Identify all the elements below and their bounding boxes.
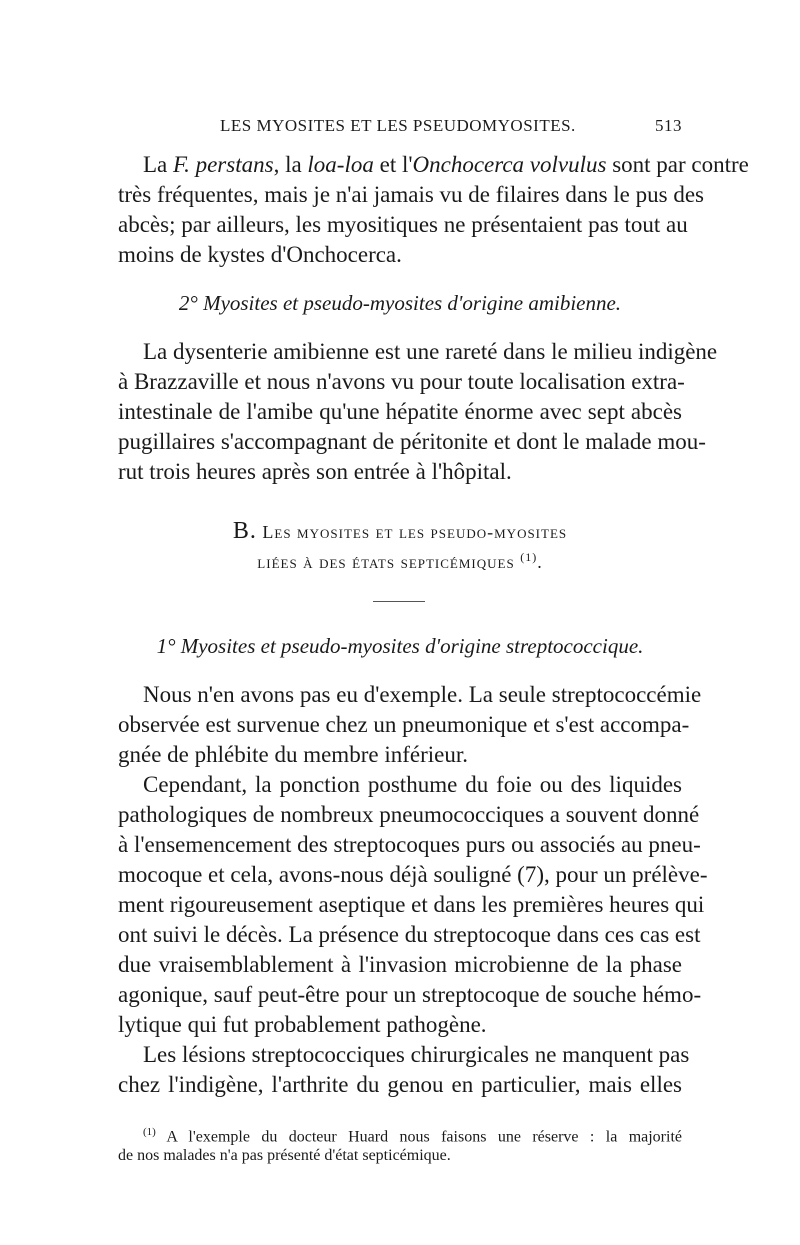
paragraph-line: La dysenterie amibienne est une rareté dans le milieu indigène	[143, 339, 718, 364]
paragraph-line: abcès; par ailleurs, les myositiques ne présentaient pas tout au	[118, 212, 688, 237]
section-divider	[373, 601, 425, 602]
running-title: LES MYOSITES ET LES PSEUDOMYOSITES.	[220, 116, 576, 135]
paragraph-line: à l'ensemencement des streptocoques purs ou associés au pneu-	[118, 832, 701, 857]
paragraph-line: rut trois heures après son entrée à l'hôpital.	[118, 459, 512, 484]
paragraph-line: Cependant, la ponction posthume du foie ou des liquides	[143, 772, 682, 797]
footnote-marker: (1)	[143, 1126, 156, 1138]
footnote-ref: (1)	[520, 550, 538, 564]
paragraph-line: due vraisemblablement à l'invasion microbienne de la phase	[118, 952, 682, 977]
paragraph-line: Nous n'en avons pas eu d'exemple. La seule streptococcémie	[143, 682, 702, 707]
subsection-heading: 2° Myosites et pseudo-myosites d'origine amibienne.	[178, 291, 622, 315]
paragraph-line: à Brazzaville et nous n'avons vu pour toute localisation extra-	[118, 369, 685, 394]
footnote-line: de nos malades n'a pas présenté d'état septicémique.	[118, 1147, 451, 1164]
paragraph-line: Les lésions streptococciques chirurgicales ne manquent pas	[143, 1042, 690, 1067]
paragraph-line: chez l'indigène, l'arthrite du genou en particulier, mais elles	[118, 1072, 682, 1097]
paragraph-line: ont suivi le décès. La présence du streptocoque dans ces cas est	[118, 922, 701, 947]
paragraph-line: agonique, sauf peut-être pour un streptocoque de souche hémo-	[118, 982, 702, 1007]
paragraph-line: moins de kystes d'Onchocerca.	[118, 242, 402, 267]
paragraph-line: pathologiques de nombreux pneumococciques a souvent donné	[118, 802, 700, 827]
paragraph-line: intestinale de l'amibe qu'une hépatite énorme avec sept abcès	[118, 399, 682, 424]
page-number: 513	[655, 116, 682, 135]
footnote-line: $^{(1)}$ A l'exemple du docteur Huard nous faisons une réserve : la majorité	[143, 1126, 682, 1146]
paragraph-line: observée est survenue chez un pneumonique et s'est accompa-	[118, 712, 690, 737]
paragraph-line: ment rigoureusement aseptique et dans les premières heures qui	[118, 892, 705, 917]
subsection-heading: 1° Myosites et pseudo-myosites d'origine streptococcique.	[156, 634, 644, 658]
paragraph-line: gnée de phlébite du membre inférieur.	[118, 742, 468, 767]
section-heading: B. Les myosites et les pseudo-myosites	[232, 518, 568, 544]
section-heading-line2: liées à des états septicémiques $^{(1)}$.	[257, 550, 543, 572]
paragraph-line: très fréquentes, mais je n'ai jamais vu de filaires dans le pus des	[118, 182, 704, 207]
paragraph-line: pugillaires s'accompagnant de péritonite et dont le malade mou-	[118, 429, 706, 454]
paragraph-line: La F. perstans, la loa-loa et l'Onchocerca volvulus sont par contre	[143, 152, 749, 177]
paragraph-line: mocoque et cela, avons-nous déjà souligné (7), pour un prélève-	[118, 862, 708, 887]
paragraph-line: lytique qui fut probablement pathogène.	[118, 1012, 487, 1037]
